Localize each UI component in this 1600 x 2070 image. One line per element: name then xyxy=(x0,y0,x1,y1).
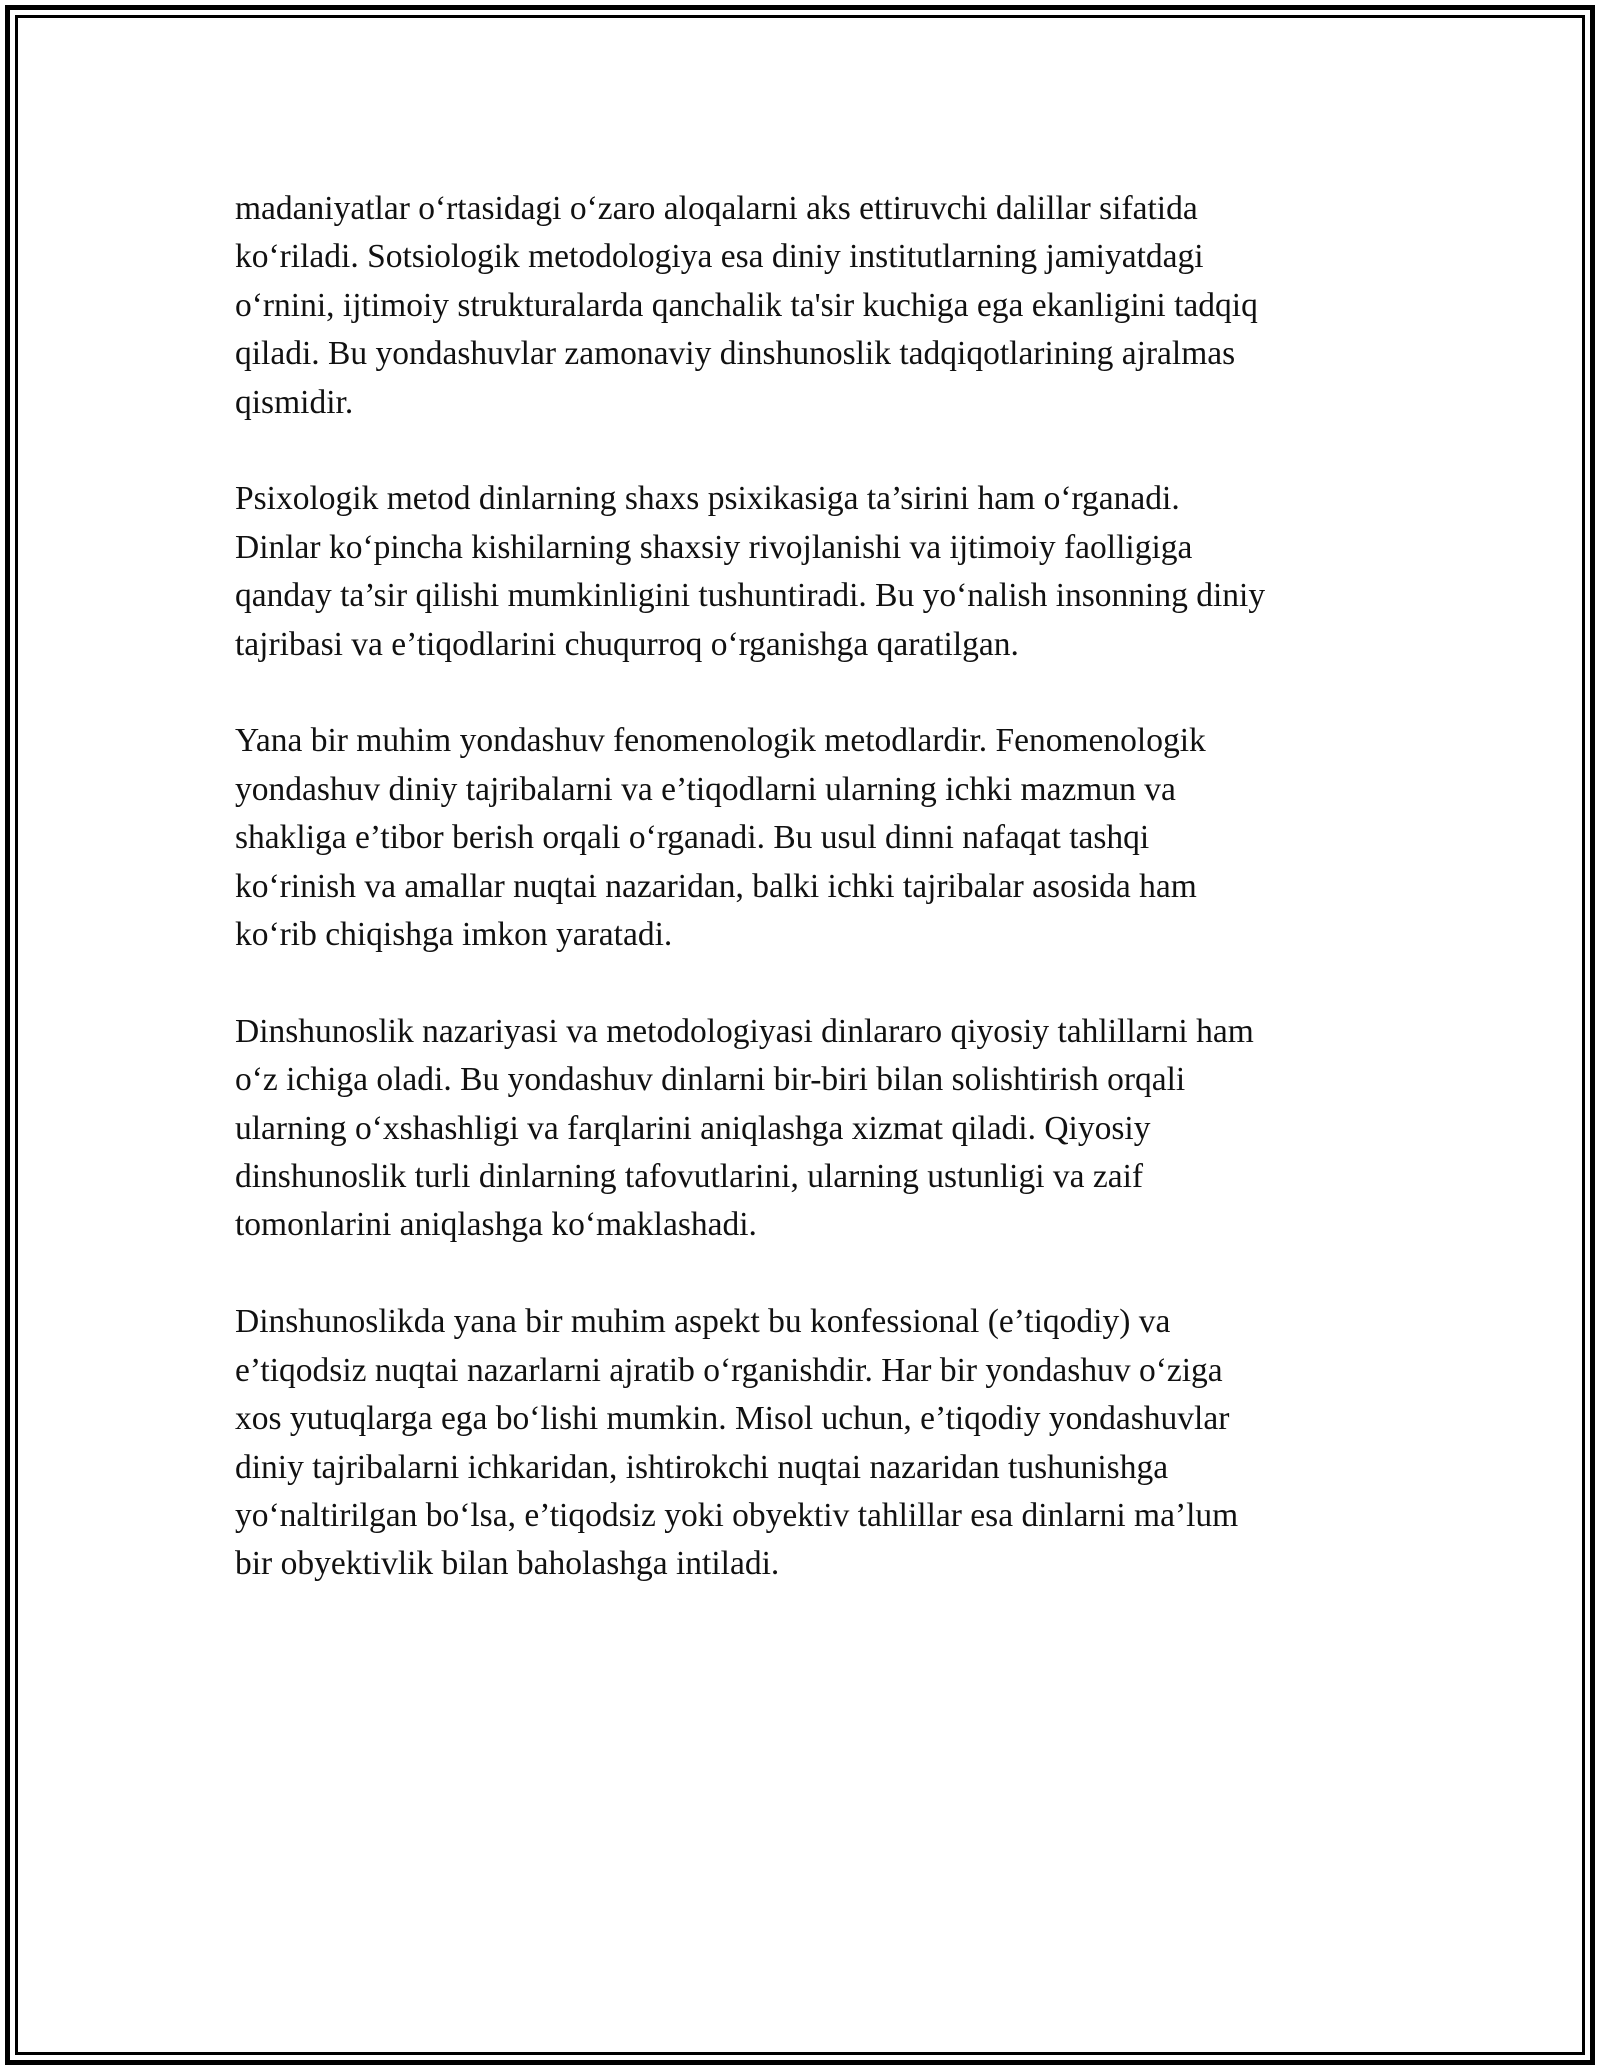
paragraph-1: madaniyatlar o‘rtasidagi o‘zaro aloqalarni aks ettiruvchi dalillar sifatida ko‘riladi. Sotsiologik metodologiya esa diniy institutlarning jamiyatdagi o‘rnini, ijtimoiy strukturalarda qanchalik ta'sir kuchiga ega ekanligini tadqiq qiladi. Bu yondashuvlar zamonaviy dinshunoslik tadqiqotlarining ajralmas qismidir. xyxy=(235,190,1258,421)
paragraph-2: Psixologik metod dinlarning shaxs psixikasiga ta’sirini ham o‘rganadi. Dinlar ko‘pincha kishilarning shaxsiy rivojlanishi va ijtimoiy faolligiga qanday ta’sir qilishi mumkinligini tushuntiradi. Bu yo‘nalish insonning diniy tajribasi va e’tiqodlarini chuqurroq o‘rganishga qaratilgan. xyxy=(235,480,1266,663)
paragraph-3: Yana bir muhim yondashuv fenomenologik metodlardir. Fenomenologik yondashuv diniy tajribalarni va e’tiqodlarni ularning ichki mazmun va shakliga e’tibor berish orqali o‘rganadi. Bu usul dinni nafaqat tashqi ko‘rinish va amallar nuqtai nazaridan, balki ichki tajribalar asosida ham ko‘rib chiqishga imkon yaratadi. xyxy=(235,722,1206,954)
paragraph-5: Dinshunoslikda yana bir muhim aspekt bu konfessional (e’tiqodiy) va e’tiqodsiz nuqtai nazarlarni ajratib o‘rganishdir. Har bir yondashuv o‘ziga xos yutuqlarga ega bo‘lishi mumkin. Misol uchun, e’tiqodiy yondashuvlar diniy tajribalarni ichkaridan, ishtirokchi nuqtai nazaridan tushunishga yo‘naltirilgan bo‘lsa, e’tiqodsiz yoki obyektiv tahlillar esa dinlarni ma’lum bir obyektivlik bilan baholashga intiladi. xyxy=(235,1303,1239,1583)
document-body xyxy=(235,185,1375,1637)
paragraph-4: Dinshunoslik nazariyasi va metodologiyasi dinlararo qiyosiy tahlillarni ham o‘z ichiga oladi. Bu yondashuv dinlarni bir-biri bilan solishtirish orqali ularning o‘xshashligi va farqlarini aniqlashga xizmat qiladi. Qiyosiy dinshunoslik turli dinlarning tafovutlarini, ularning ustunligi va zaif tomonlarini aniqlashga ko‘maklashadi. xyxy=(235,1012,1254,1244)
